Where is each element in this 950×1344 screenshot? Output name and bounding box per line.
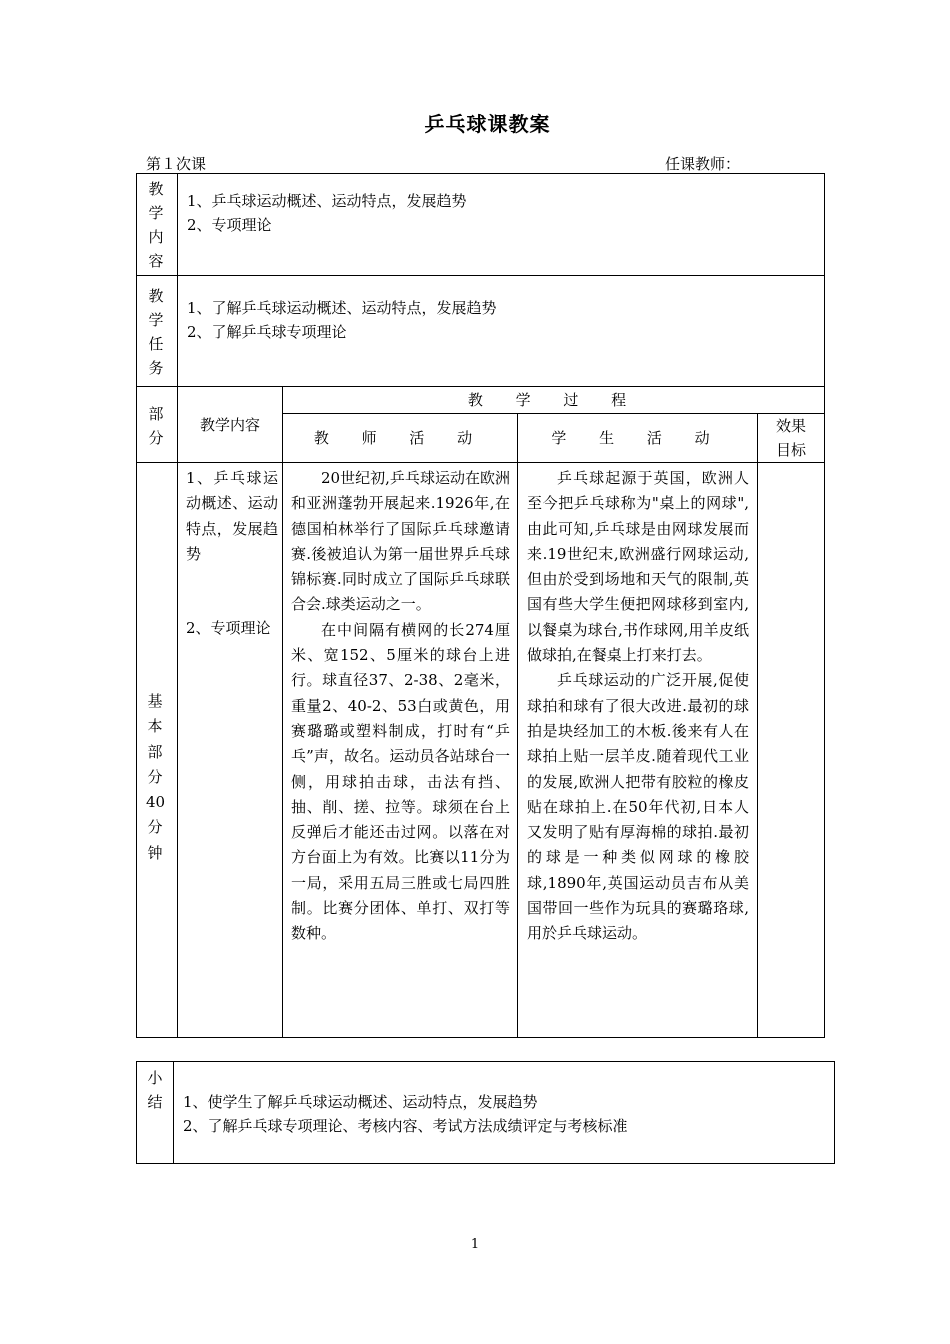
teacher-activity-text bbox=[291, 466, 510, 947]
teacher-activity-header: 教 师 活 动 bbox=[313, 429, 487, 447]
divider bbox=[136, 275, 825, 276]
student-paragraph: 乒乓球起源于英国，欧洲人至今把乒乓球称为"桌上的网球",由此可知,乒乓球是由网球发展而来.19世纪末,欧洲盛行网球运动,但由於受到场地和天气的限制,英国有些大学生便把网球移到室内,以餐桌为球台,书作球网,用羊皮纸做球拍,在餐桌上打来打去。 bbox=[527, 469, 749, 665]
divider bbox=[136, 462, 825, 463]
page-title: 乒乓球课教案 bbox=[424, 112, 551, 136]
teacher-label: 任课教师： bbox=[665, 155, 741, 173]
divider bbox=[517, 413, 518, 1038]
content-item: 1、乒乓球运动概述、运动特点，发展趋势 bbox=[187, 192, 467, 210]
divider bbox=[177, 173, 178, 1038]
process-header: 教 学 过 程 bbox=[467, 391, 641, 409]
part-header: 部分 bbox=[148, 405, 164, 447]
main-content-item: 2、专项理论 bbox=[186, 619, 271, 637]
divider bbox=[757, 413, 758, 1038]
student-activity-text bbox=[527, 466, 749, 947]
main-content-item: 1、乒乓球运动概述、运动特点，发展趋势 bbox=[186, 469, 278, 563]
divider bbox=[282, 386, 283, 1038]
task-item: 1、了解乒乓球运动概述、运动特点，发展趋势 bbox=[187, 299, 497, 317]
content-item: 2、专项理论 bbox=[187, 216, 272, 234]
page-number: 1 bbox=[470, 1237, 480, 1252]
content-row-label: 教学内容 bbox=[148, 180, 164, 270]
summary-item: 2、了解乒乓球专项理论、考核内容、考试方法成绩评定与考核标准 bbox=[183, 1117, 628, 1135]
lesson-number: 第１次课 bbox=[146, 155, 207, 173]
task-item: 2、了解乒乓球专项理论 bbox=[187, 323, 347, 341]
summary-item: 1、使学生了解乒乓球运动概述、运动特点，发展趋势 bbox=[183, 1093, 538, 1111]
student-activity-header: 学 生 活 动 bbox=[551, 429, 724, 447]
basic-part-label: 基本部分40分钟 bbox=[146, 692, 166, 862]
summary-label: 小结 bbox=[147, 1069, 163, 1111]
student-paragraph: 乒乓球运动的广泛开展,促使球拍和球有了很大改进.最初的球拍是块经加工的木板.後来有人在球拍上贴一层羊皮.随着现代工业的发展,欧洲人把带有胶粒的橡皮贴在球拍上.在50年代初,日本人又发明了贴有厚海棉的球拍.最初的球是一种类似网球的橡胶球,1890年,英国运动员吉布从美国带回一些作为玩具的赛璐珞球,用於乒乓球运动。 bbox=[527, 671, 749, 943]
teaching-content-header: 教学内容 bbox=[199, 415, 260, 434]
task-row-label: 教学任务 bbox=[148, 287, 164, 377]
effect-goal-header: 效果目标 bbox=[775, 417, 806, 459]
teacher-paragraph: 在中间隔有横网的长274厘米、宽152、5厘米的球台上进行。球直径37、2-38、2毫米，重量2、40-2、53白或黄色，用赛璐璐或塑料制成，打时有“乒乓”声，故名。运动员各站球台一侧，用球拍击球，击法有挡、抽、削、搓、拉等。球须在台上反弹后才能还击过网。以落在对方台面上为有效。比赛以11分为一局，采用五局三胜或七局四胜制。比赛分团体、单打、双打等数种。 bbox=[291, 620, 510, 943]
teacher-paragraph: 20世纪初,乒乓球运动在欧洲和亚洲蓬勃开展起来.1926年,在德国柏林举行了国际乒乓球邀请赛.後被追认为第一届世界乒乓球锦标赛.同时成立了国际乒乓球联合会.球类运动之一。 bbox=[291, 469, 510, 614]
divider bbox=[173, 1061, 174, 1164]
